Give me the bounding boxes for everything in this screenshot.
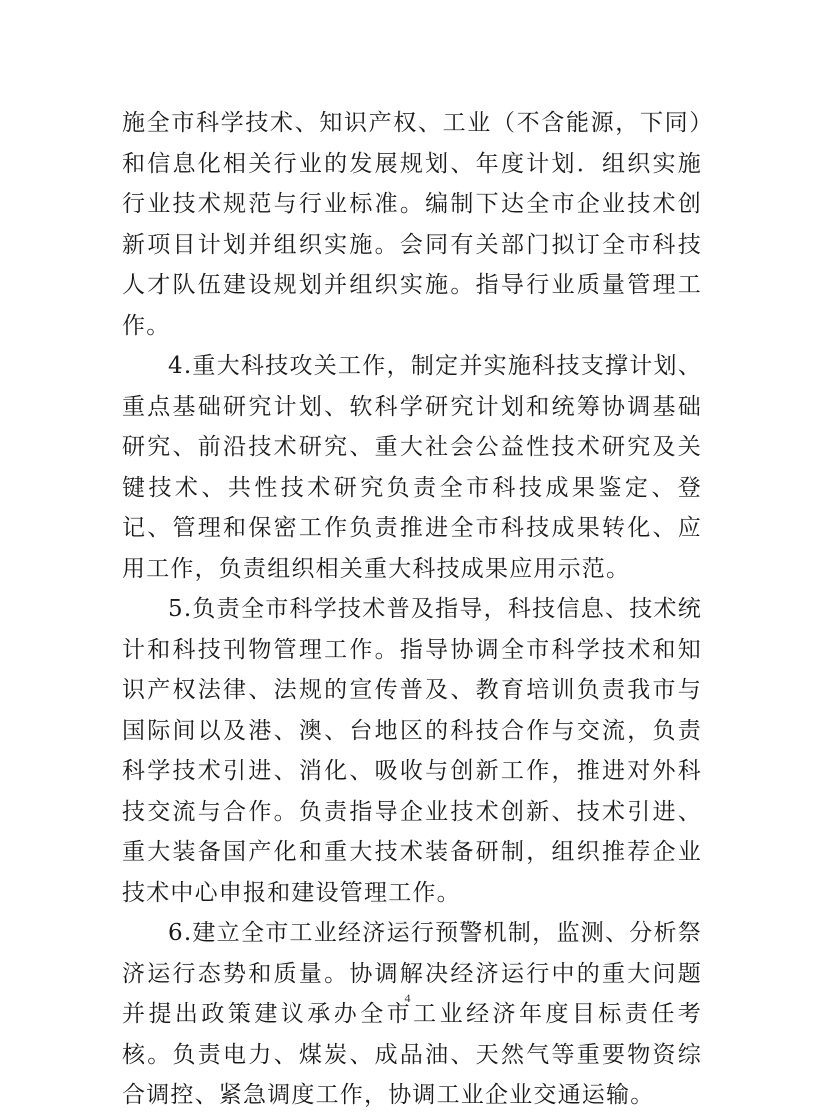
- paragraph-item-5: 5.负责全市科学技术普及指导，科技信息、技术统计和科技刊物管理工作。指导协调全市科学技术和知识产权法律、法规的宣传普及、教育培训负责我市与国际间以及港、澳、台地区的科技合作与交流，负责科学技术引进、消化、吸收与创新工作，推进对外科技交流与合作。负责指导企业技术创新、技术引进、重大装备国产化和重大技术装备研制，组织推荐企业技术中心申报和建设管理工作。: [122, 596, 702, 906]
- paragraph-continuation: 施全市科学技术、知识产权、工业（不含能源，下同）和信息化相关行业的发展规划、年度计划．组织实施行业技术规范与行业标准。编制下达全市企业技术创新项目计划并组织实施。会同有关部门拟订全市科技人才队伍建设规划并组织实施。指导行业质量管理工作。: [122, 110, 702, 339]
- paragraph-item-4: 4.重大科技攻关工作，制定并实施科技支撑计划、重点基础研究计划、软科学研究计划和统筹协调基础研究、前沿技术研究、重大社会公益性技术研究及关键技术、共性技术研究负责全市科技成果鉴定、登记、管理和保密工作负责推进全市科技成果转化、应用工作，负责组织相关重大科技成果应用示范。: [122, 353, 702, 582]
- document-body: [122, 103, 702, 1116]
- page-number: 4: [404, 991, 411, 1005]
- paragraph-item-6: 6.建立全市工业经济运行预警机制，监测、分析祭济运行态势和质量。协调解决经济运行中的重大问题并提出政策建议承办全市工业经济年度目标责任考核。负责电力、煤炭、成品油、天然气等重要物资综合调控、紧急调度工作，协调工业企业交通运输。: [122, 920, 702, 1108]
